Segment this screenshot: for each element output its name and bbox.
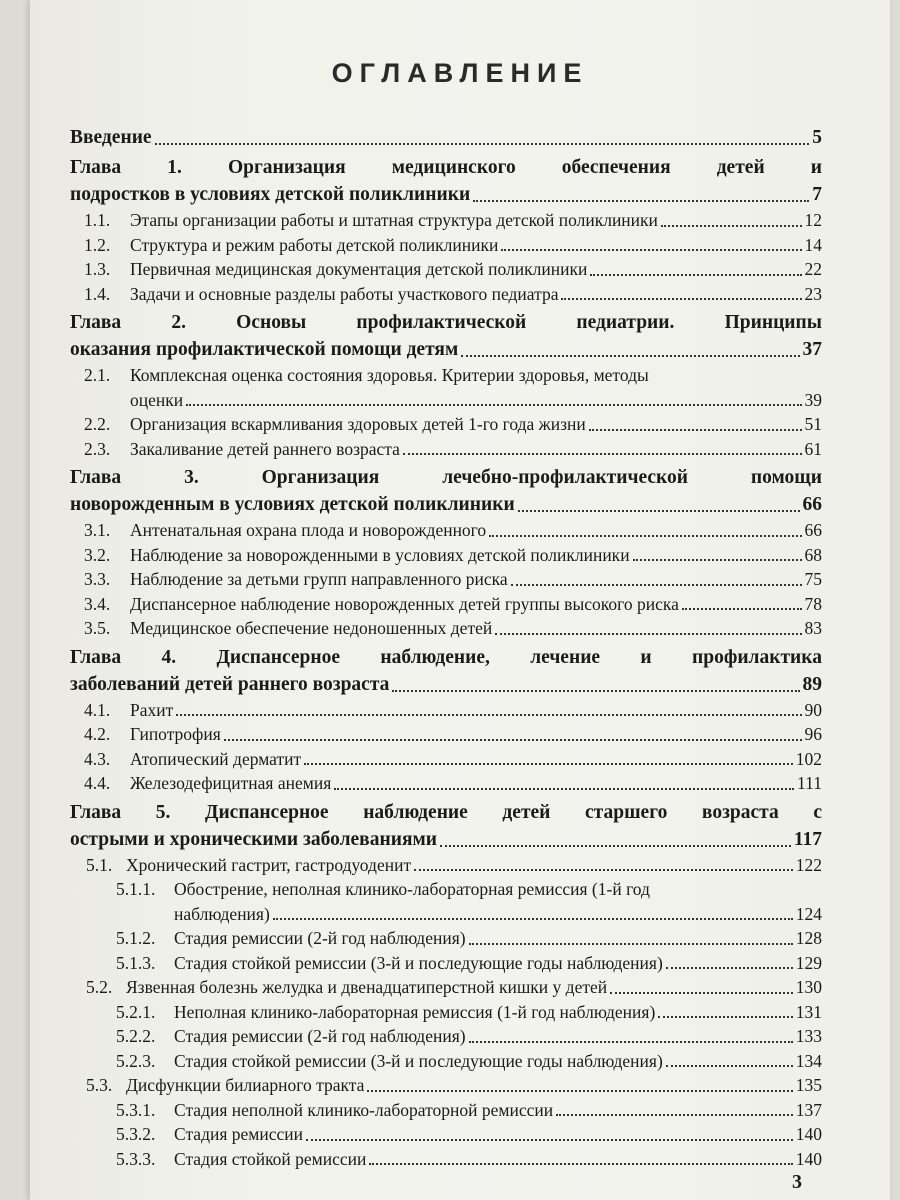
section-page: 22 [804,259,822,279]
toc-section [70,1122,822,1147]
chapter-page: 7 [812,184,822,205]
section-label: Закаливание детей раннего возраста [130,438,400,459]
toc-intro-page: 5 [812,127,822,148]
chapter-heading-line: оказания профилактической помощи детям [70,339,459,360]
section-label: Гипотрофия [130,724,221,744]
section-number: 5.1.1. [116,879,156,899]
section-label-wrap [116,951,663,976]
section-number: 1.2. [84,234,111,255]
toc-section [70,518,822,543]
section-label: Стадия ремиссии [174,1124,303,1144]
section-number: 3.2. [84,544,111,565]
chapter-page: 66 [802,494,822,515]
section-label-wrap [84,518,486,543]
section-label-wrap [86,1073,364,1098]
chapter-entry [70,491,822,518]
section-number: 5.3. [86,1075,113,1095]
toc-section [70,926,822,951]
section-label: Стадия стойкой ремиссии (3-й и последующие годы наблюдения) [174,952,663,973]
toc-section [70,902,822,927]
toc-section [70,567,822,592]
leader-dots [473,200,809,202]
section-label-wrap [84,257,587,282]
section-label: Наблюдение за новорожденными в условиях детской поликлиники [130,544,630,565]
section-label-wrap [84,208,658,233]
section-number: 5.3.1. [116,1099,156,1120]
section-page: 90 [804,699,822,720]
section-page: 96 [804,724,822,744]
section-label-wrap [116,1147,366,1172]
leader-dots [495,633,801,635]
section-label: Этапы организации работы и штатная структура детской поликлиники [130,210,658,230]
section-number: 3.5. [84,618,111,638]
section-label-wrap [116,1049,663,1074]
section-number: 5.1.3. [116,952,156,973]
section-label-wrap [86,975,607,1000]
section-label-wrap [84,282,558,307]
section-page: 102 [795,748,822,769]
toc-section [70,951,822,976]
section-label-wrap [84,592,679,617]
section-label: Первичная медицинская документация детской поликлиники [130,259,588,279]
section-label: Организация вскармливания здоровых детей 1-го года жизни [130,414,586,434]
section-label-continued: оценки [130,389,184,410]
section-page: 140 [795,1124,822,1144]
toc-section [70,1024,822,1049]
section-label: Комплексная оценка состояния здоровья. Критерии здоровья, методы [130,365,649,385]
section-number: 2.3. [84,438,111,459]
section-number: 5.3.3. [116,1148,156,1169]
section-number: 5.3.2. [116,1124,156,1144]
toc-section [70,388,822,413]
leader-dots [224,739,802,741]
section-number: 5.2.3. [116,1050,156,1071]
leader-dots [658,1016,792,1018]
leader-dots [414,869,793,871]
chapter-heading-line: острыми и хроническими заболеваниями [70,828,438,850]
leader-dots [666,1065,793,1067]
toc-section [70,1147,822,1172]
section-label-wrap [116,1024,466,1049]
leader-dots [469,943,793,945]
section-page: 111 [797,773,822,793]
toc-section [70,1073,822,1098]
section-page: 133 [795,1026,822,1046]
toc-section [70,1000,822,1025]
toc-section [70,543,822,568]
toc-section [70,437,822,462]
toc-section [70,722,822,747]
section-number: 1.4. [84,283,111,304]
section-page: 23 [804,283,822,304]
leader-dots [469,1041,793,1043]
section-label: Диспансерное наблюдение новорожденных детей группы высокого риска [130,593,679,614]
section-page: 140 [795,1148,822,1169]
chapter-heading-line: Глава 4. Диспансерное наблюдение, лечение и профилактика [70,646,822,668]
section-label: Хронический гастрит, гастродуоденит [126,854,412,875]
section-label-wrap [84,771,331,796]
section-page: 39 [804,389,822,410]
section-number: 5.1.2. [116,928,156,948]
section-label: Стадия ремиссии (2-й год наблюдения) [174,928,466,948]
section-number: 3.4. [84,593,111,614]
chapter-heading-line: подростков в условиях детской поликлиники [70,184,471,205]
section-label: Атопический дерматит [130,748,302,769]
section-page: 129 [795,952,822,973]
leader-dots [511,584,802,586]
section-page: 122 [795,854,822,875]
leader-dots [589,429,802,431]
section-label: Язвенная болезнь желудка и двенадцатиперстной кишки у детей [126,977,608,997]
section-number: 4.1. [84,699,111,720]
section-page: 124 [795,903,822,924]
leader-dots [556,1114,793,1116]
section-label: Стадия стойкой ремиссии [174,1148,367,1169]
toc-section-line [70,877,822,902]
page-number: 3 [792,1171,802,1193]
section-label: Железодефицитная анемия [130,773,332,793]
section-label-wrap [84,567,508,592]
chapter-page: 117 [793,828,822,850]
chapter-entry [70,336,822,363]
leader-dots [334,788,794,790]
section-label-wrap [84,698,173,723]
section-label-wrap [84,747,301,772]
section-label: Медицинское обеспечение недоношенных детей [130,618,493,638]
toc-section [70,1049,822,1074]
chapter-heading-line: Глава 5. Диспансерное наблюдение детей старшего возраста с [70,801,822,823]
leader-dots [392,690,799,692]
leader-dots [306,1139,793,1141]
leader-dots [369,1163,792,1165]
chapter-heading-line: Глава 3. Организация лечебно-профилактической помощи [70,467,822,488]
section-page: 51 [804,414,822,434]
chapter-page: 89 [802,673,822,695]
leader-dots [661,225,802,227]
section-page: 128 [795,928,822,948]
chapter-heading-line: Глава 2. Основы профилактической педиатрии. Принципы [70,312,822,333]
section-label-continued: наблюдения) [174,903,270,924]
chapter-entry [70,181,822,208]
toc-section [70,616,822,641]
section-label-wrap [84,412,586,437]
section-number: 3.3. [84,569,111,589]
section-label: Наблюдение за детьми групп направленного риска [130,569,508,589]
section-number: 2.1. [84,365,111,385]
section-page: 137 [795,1099,822,1120]
section-page: 68 [804,544,822,565]
toc-section [70,771,822,796]
section-label: Стадия ремиссии (2-й год наблюдения) [174,1026,466,1046]
section-page: 75 [804,569,822,589]
section-label-wrap [116,1098,553,1123]
section-label-wrap [84,543,630,568]
section-label: Стадия стойкой ремиссии (3-й и последующие годы наблюдения) [174,1050,663,1071]
leader-dots [403,453,802,455]
section-label: Структура и режим работы детской поликлиники [130,234,499,255]
section-label: Дисфункции билиарного тракта [126,1075,365,1095]
toc-section [70,592,822,617]
toc-intro [70,124,822,151]
section-page: 130 [795,977,822,997]
section-page: 66 [804,520,822,540]
leader-dots [501,249,801,251]
section-label-wrap [84,722,221,747]
section-number: 4.3. [84,748,111,769]
toc-section [70,208,822,233]
section-label: Стадия неполной клинико-лабораторной ремиссии [174,1099,554,1120]
leader-dots [682,608,802,610]
toc-section [70,412,822,437]
toc-section [70,975,822,1000]
section-number: 5.2. [86,977,113,997]
book-page [30,0,890,1200]
table-of-contents [70,124,822,1171]
section-page: 83 [804,618,822,638]
toc-section [70,747,822,772]
section-page: 14 [804,234,822,255]
section-number: 5.2.1. [116,1001,156,1022]
chapter-page: 37 [802,339,822,360]
section-number: 1.1. [84,210,111,230]
leader-dots [367,1090,792,1092]
chapter-entry [70,826,822,853]
section-page: 134 [795,1050,822,1071]
toc-section [70,1098,822,1123]
section-label: Антенатальная охрана плода и новорожденного [130,520,487,540]
section-label-wrap [84,616,492,641]
section-number: 4.4. [84,773,111,793]
leader-dots [590,274,801,276]
toc-section [70,282,822,307]
section-page: 61 [804,438,822,459]
leader-dots [273,918,793,920]
toc-intro-label: Введение [70,127,152,148]
section-label-wrap [84,437,400,462]
leader-dots [633,559,802,561]
chapter-heading-line: заболеваний детей раннего возраста [70,673,390,695]
toc-section [70,698,822,723]
section-page: 131 [795,1001,822,1022]
chapters-list [70,154,822,1171]
section-label-wrap [116,1000,655,1025]
leader-dots [155,143,810,145]
section-label-wrap [86,853,411,878]
section-page: 78 [804,593,822,614]
section-label: Обострение, неполная клинико-лабораторная ремиссия (1-й год [174,879,650,899]
section-label: Неполная клинико-лабораторная ремиссия (1-й год наблюдения) [174,1001,656,1022]
section-page: 135 [795,1075,822,1095]
section-number: 5.2.2. [116,1026,156,1046]
section-label-wrap [84,233,498,258]
page-title: ОГЛАВЛЕНИЕ [331,58,589,88]
section-number: 4.2. [84,724,111,744]
toc-section-line [70,363,822,388]
leader-dots [666,967,793,969]
section-label: Задачи и основные разделы работы участкового педиатра [130,283,559,304]
toc-section [70,233,822,258]
section-page: 12 [804,210,822,230]
chapter-heading-line: Глава 1. Организация медицинского обеспечения детей и [70,157,822,178]
leader-dots [304,763,793,765]
chapter-heading-line: новорожденным в условиях детской поликлиники [70,494,515,515]
leader-dots [610,992,793,994]
toc-section [70,257,822,282]
leader-dots [561,298,801,300]
leader-dots [186,404,801,406]
leader-dots [461,355,799,357]
section-number: 2.2. [84,414,111,434]
toc-section [70,853,822,878]
section-label-wrap [116,926,466,951]
section-number: 1.3. [84,259,111,279]
section-number: 5.1. [86,854,113,875]
leader-dots [489,535,801,537]
section-number: 3.1. [84,520,111,540]
leader-dots [440,845,791,847]
leader-dots [176,714,801,716]
section-label-wrap [116,1122,303,1147]
leader-dots [518,510,800,512]
section-label: Рахит [130,699,174,720]
chapter-entry [70,671,822,698]
